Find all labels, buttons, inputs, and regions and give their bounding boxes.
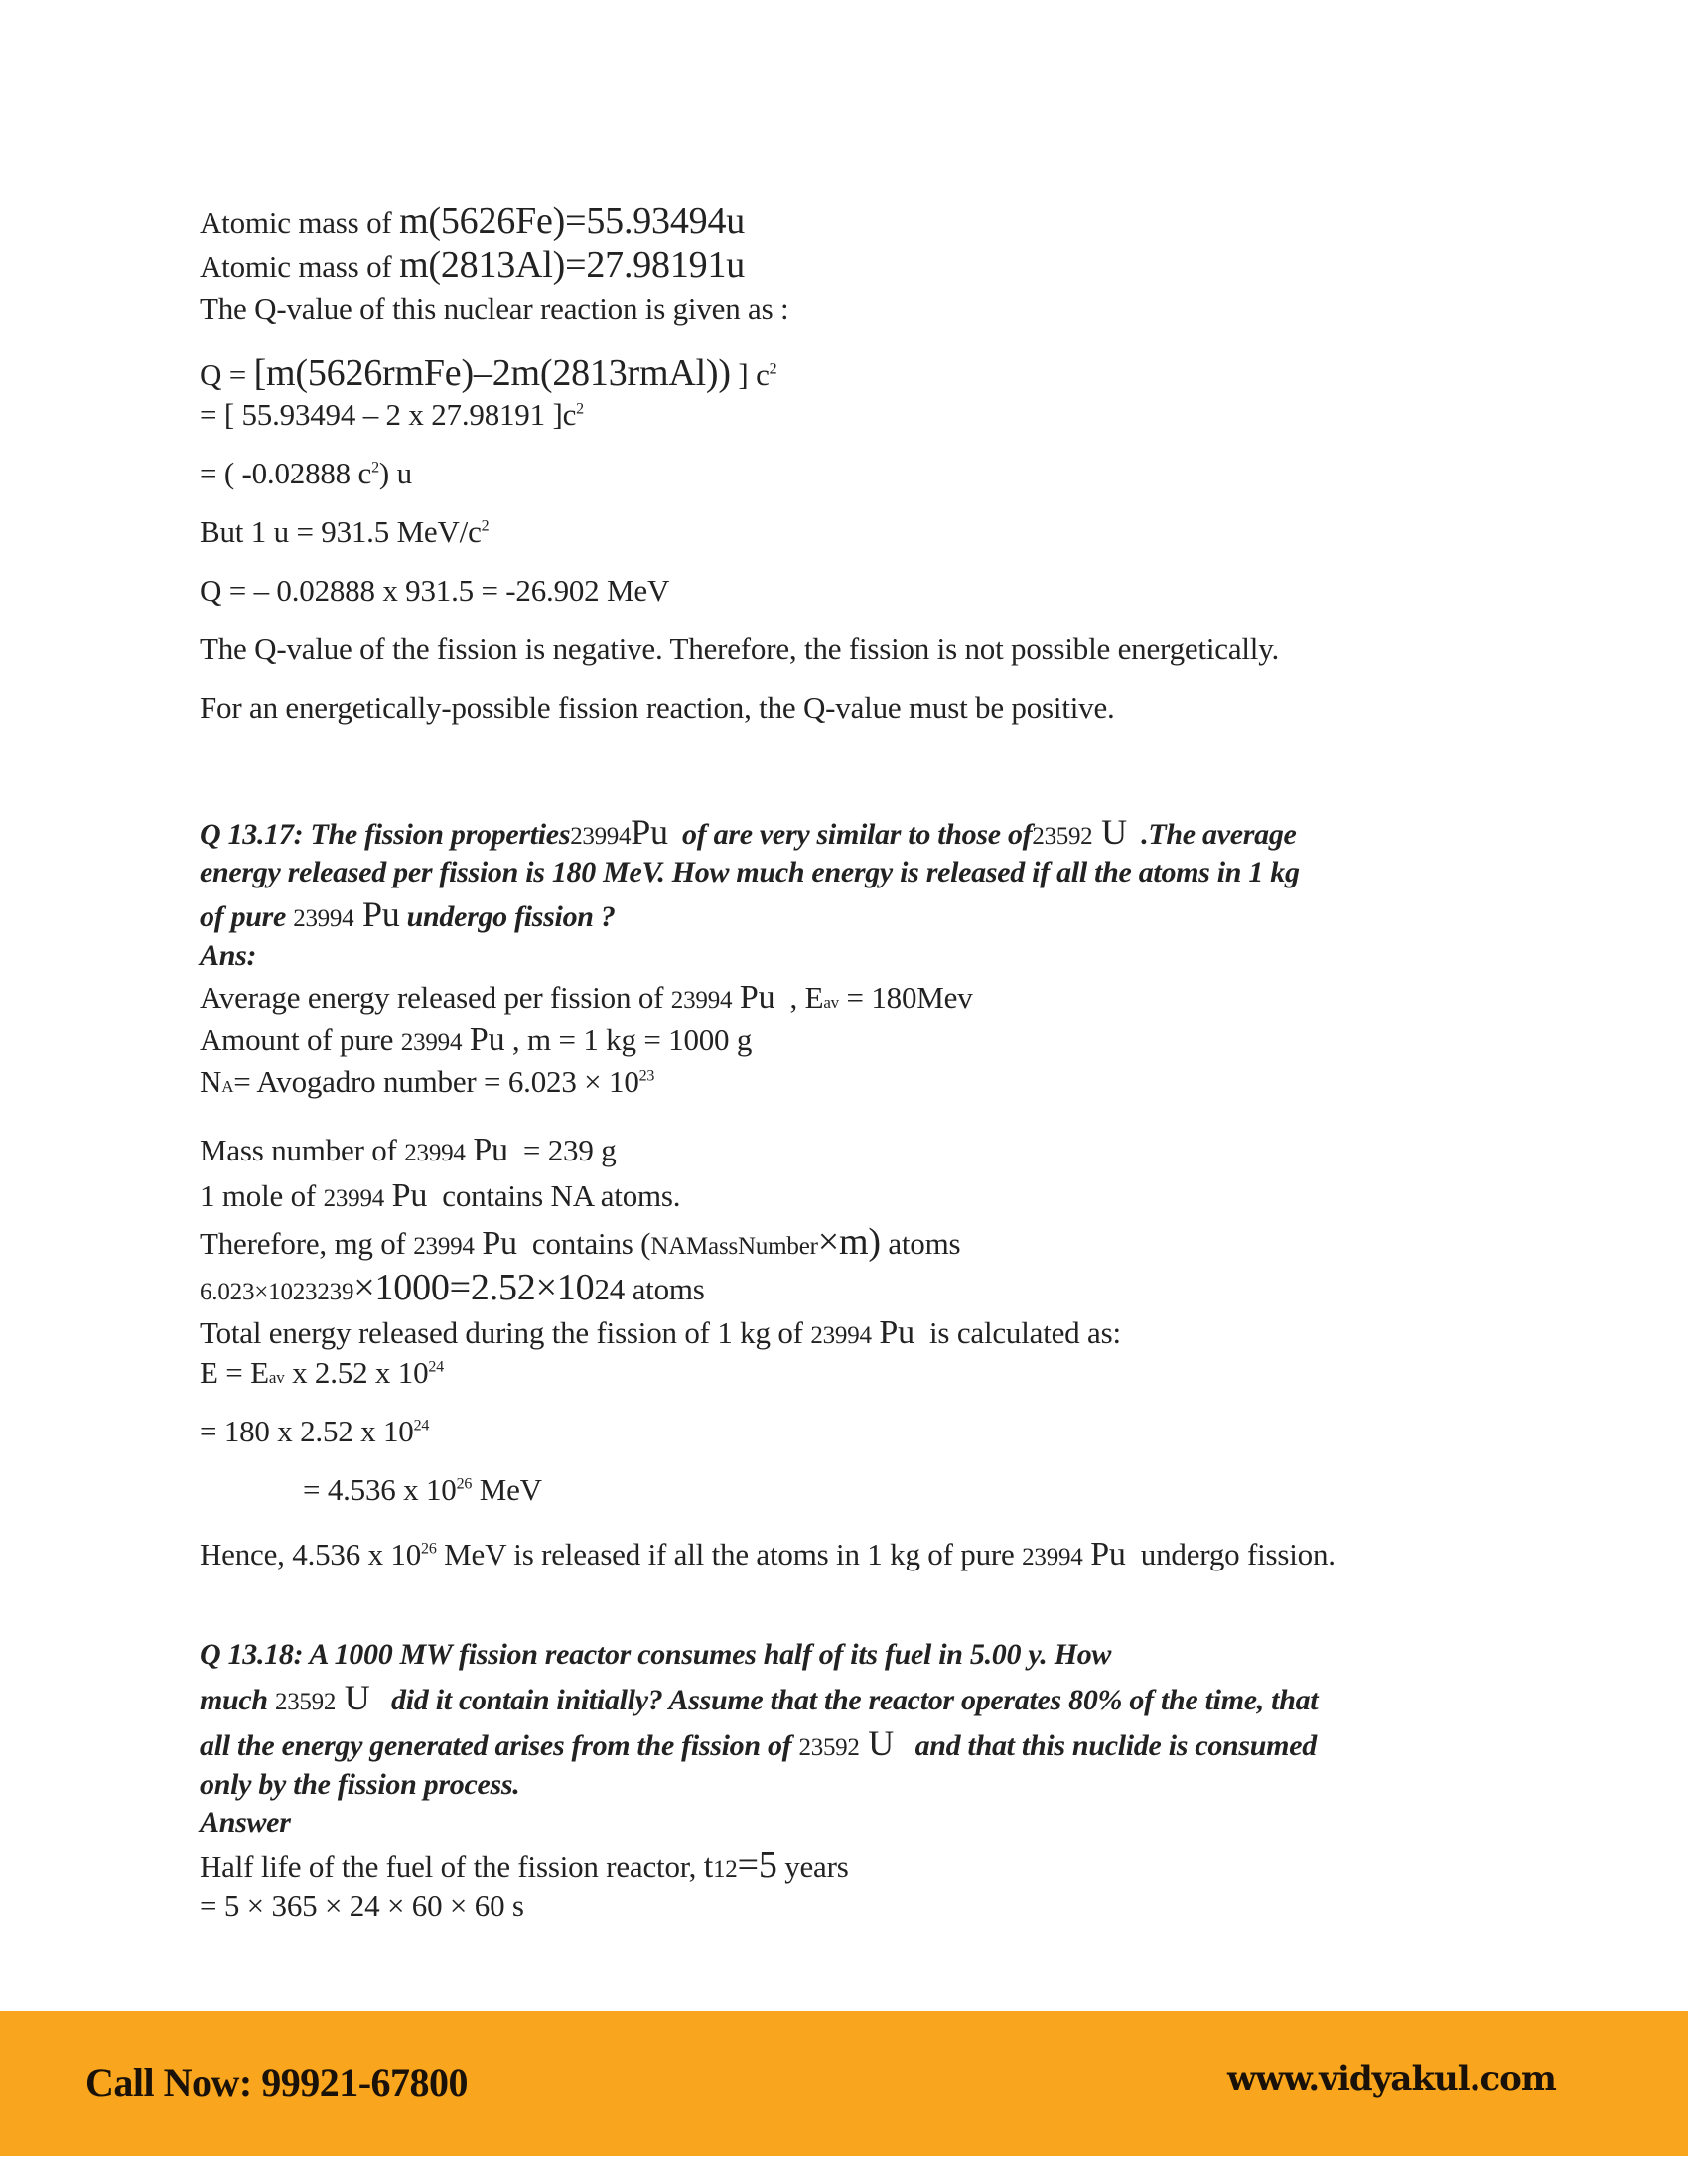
therefore-atoms — [200, 1221, 961, 1265]
question-13-17-line-2: energy released per fission is 180 MeV. How much energy is released if all the atoms in 1 kg — [200, 856, 1300, 888]
text: of are very similar to those of — [667, 818, 1033, 851]
element-symbol: Pu — [391, 1177, 428, 1214]
text: , m = 1 kg = 1000 g — [504, 1023, 753, 1057]
text: atoms — [880, 1226, 961, 1261]
text: , E — [774, 980, 824, 1015]
text: = 180Mev — [838, 980, 973, 1015]
element-symbol: Pu — [879, 1314, 914, 1351]
superscript: 26 — [456, 1475, 473, 1493]
total-energy-intro — [200, 1315, 1121, 1354]
text: years — [776, 1849, 849, 1884]
text: did it contain initially? Assume that the reactor operates 80% of the time, that — [369, 1684, 1319, 1716]
question-13-18-line-1: Q 13.18: A 1000 MW fission reactor consumes half of its fuel in 5.00 y. How — [200, 1638, 1112, 1671]
ans-label: Ans: — [200, 939, 257, 972]
superscript: 23 — [638, 1067, 655, 1085]
isotope-number: 23592 — [1032, 823, 1093, 850]
text: = 4.536 x 10 — [303, 1472, 457, 1507]
website-link[interactable]: www.vidyakul.com — [1227, 2059, 1556, 2099]
text: Total energy released during the fission of 1 kg of — [200, 1315, 811, 1350]
text: MeV — [472, 1472, 542, 1507]
isotope-number: 23994 — [413, 1233, 475, 1260]
text: Hence, 4.536 x 10 — [200, 1537, 422, 1571]
half-life — [200, 1844, 849, 1888]
hence-conclusion — [200, 1537, 1336, 1575]
superscript: 2 — [371, 459, 379, 477]
question-13-17-line-3 — [200, 896, 616, 937]
text: E = E — [200, 1355, 269, 1390]
element-symbol: Pu — [739, 979, 775, 1016]
isotope-number: 23994 — [404, 1140, 466, 1166]
isotope-number: 23994 — [570, 823, 632, 850]
text: 24 atoms — [594, 1272, 705, 1306]
avogadro-number — [200, 1064, 654, 1105]
unit-conversion — [200, 514, 489, 550]
formula: m(5626Fe)=55.93494u — [399, 201, 746, 242]
subscript: av — [268, 1368, 285, 1387]
mole-contains — [200, 1178, 680, 1217]
q-step-2 — [200, 456, 412, 491]
call-now-phone[interactable]: Call Now: 99921-67800 — [85, 2060, 469, 2105]
text: all the energy generated arises from the fission of — [200, 1729, 799, 1762]
al-atomic-mass — [200, 244, 746, 286]
footer-banner — [0, 2011, 1688, 2156]
superscript: 26 — [421, 1540, 437, 1558]
subscript: A — [221, 1077, 234, 1096]
question-13-18-line-3 — [200, 1725, 1317, 1766]
text: Amount of pure — [200, 1023, 401, 1057]
text: But 1 u = 931.5 MeV/c — [200, 514, 482, 549]
seconds-conversion: = 5 × 365 × 24 × 60 × 60 s — [200, 1888, 524, 1923]
energy-formula — [200, 1355, 444, 1396]
text: = [ 55.93494 – 2 x 27.98191 ]c — [200, 397, 577, 432]
question-13-17-line-1 — [200, 814, 1297, 855]
superscript: 2 — [576, 400, 584, 418]
isotope-number: 23994 — [670, 987, 733, 1014]
paren: ) — [718, 352, 731, 394]
question-13-18-line-4: only by the fission process. — [200, 1768, 520, 1801]
isotope-number: 23994 — [810, 1322, 872, 1349]
text: contains ( — [516, 1226, 651, 1261]
text: = 180 x 2.52 x 10 — [200, 1414, 414, 1448]
element-symbol: Pu — [361, 894, 400, 934]
isotope-number: 23994 — [1022, 1544, 1083, 1570]
text: Therefore, mg of — [200, 1226, 414, 1261]
energy-step-1 — [200, 1414, 429, 1449]
element-symbol: U — [1101, 812, 1127, 852]
isotope-number: 23994 — [293, 905, 354, 932]
formula: t — [703, 1848, 713, 1885]
text: and that this nuclide is consumed — [893, 1729, 1317, 1762]
text: N — [200, 1064, 222, 1099]
element-symbol: U — [344, 1678, 370, 1717]
conclusion-2: For an energetically-possible fission reaction, the Q-value must be positive. — [200, 690, 1115, 725]
atoms-calculation — [200, 1267, 705, 1310]
text: = 239 g — [507, 1133, 617, 1167]
text: undergo fission ? — [399, 900, 616, 933]
text: Q = — [200, 357, 254, 392]
text: is calculated as: — [914, 1315, 1121, 1350]
element-symbol: Pu — [631, 812, 668, 852]
text: undergo fission. — [1125, 1537, 1336, 1571]
mass-number — [200, 1133, 617, 1171]
element-symbol: Pu — [482, 1225, 517, 1262]
text: much — [200, 1684, 276, 1716]
text: MeV is released if all the atoms in 1 kg of pure — [436, 1537, 1023, 1571]
superscript: 24 — [413, 1417, 430, 1434]
superscript: 2 — [769, 360, 777, 378]
text: Atomic mass of — [200, 249, 400, 284]
conclusion-1: The Q-value of the fission is negative. Therefore, the fission is not possible energetically. — [200, 631, 1280, 666]
avg-energy — [200, 980, 973, 1021]
text: x 2.52 x 10 — [284, 1355, 429, 1390]
text: Mass number of — [200, 1133, 405, 1167]
isotope-number: 23592 — [798, 1734, 860, 1761]
text: Atomic mass of — [200, 205, 400, 240]
energy-step-2 — [303, 1472, 542, 1508]
isotope-number: 23592 — [275, 1689, 337, 1715]
formula: m(2813Al)=27.98191u — [399, 244, 746, 286]
text: Half life of the fuel of the fission reactor, — [200, 1849, 704, 1884]
q-step-1 — [200, 397, 584, 433]
q-value-intro: The Q-value of this nuclear reaction is given as : — [200, 291, 789, 326]
formula: [m(5626rmFe)–2m(2813rmAl) — [253, 352, 719, 394]
answer-label: Answer — [200, 1806, 291, 1839]
formula: =5 — [737, 1844, 777, 1886]
subscript: av — [823, 993, 839, 1012]
superscript: 24 — [428, 1358, 444, 1376]
text: 1 mole of — [200, 1178, 324, 1213]
text: ) u — [378, 456, 412, 490]
isotope-number: 23994 — [400, 1029, 463, 1056]
subscript: 12 — [713, 1856, 738, 1883]
text: Average energy released per fission of — [200, 980, 671, 1015]
element-symbol: U — [868, 1723, 894, 1763]
question-13-18-line-2 — [200, 1680, 1318, 1720]
q-formula — [200, 352, 777, 394]
text: Q 13.17: The fission properties — [200, 818, 571, 851]
text: .The average — [1126, 818, 1297, 851]
formula: ×m) — [817, 1221, 881, 1263]
amount-pure — [200, 1023, 752, 1061]
element-symbol: Pu — [473, 1132, 508, 1168]
superscript: 2 — [481, 517, 490, 535]
text: = Avogadro number = 6.023 × 10 — [233, 1064, 639, 1099]
element-symbol: Pu — [469, 1022, 505, 1058]
text: = ( -0.02888 c — [200, 456, 372, 490]
fe-atomic-mass — [200, 201, 746, 242]
isotope-number: 23994 — [323, 1185, 385, 1212]
fraction-text: 6.023×1023239 — [200, 1279, 354, 1305]
element-symbol: Pu — [1090, 1536, 1126, 1572]
text: ] c — [730, 357, 770, 392]
formula: ×1000=2.52×10 — [353, 1267, 595, 1308]
text: contains NA atoms. — [427, 1178, 681, 1213]
q-result: Q = – 0.02888 x 931.5 = -26.902 MeV — [200, 573, 670, 608]
text: of pure — [200, 900, 294, 933]
fraction-text: NAMassNumber — [650, 1233, 818, 1260]
